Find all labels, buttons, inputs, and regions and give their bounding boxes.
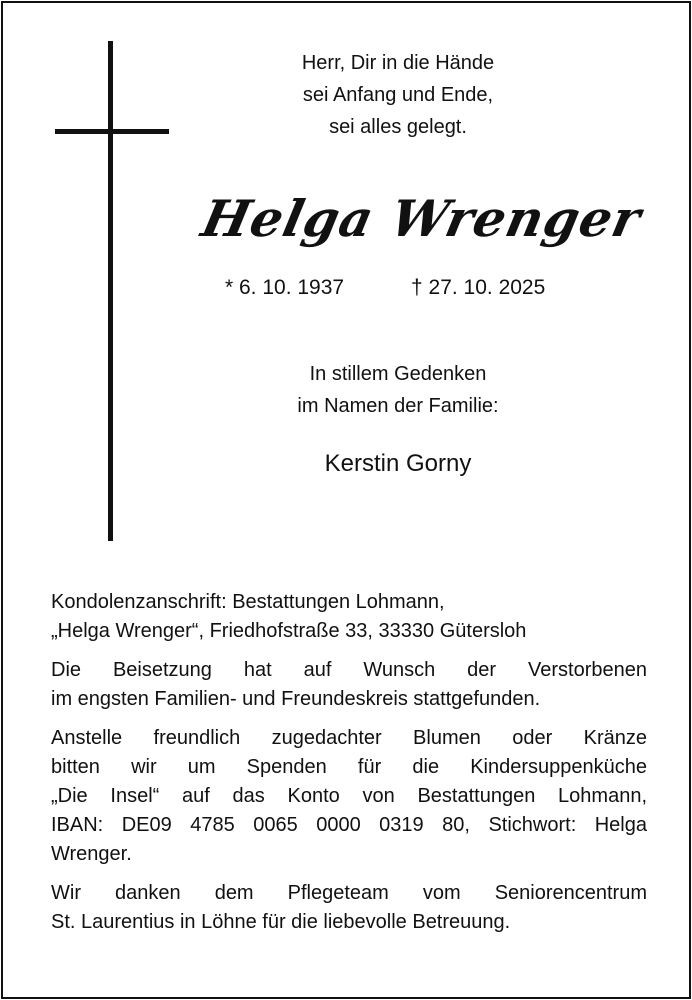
paragraph-line: St. Laurentius in Löhne für die liebevolle Betreuung. <box>51 911 511 933</box>
burial-paragraph <box>51 656 647 714</box>
verse-line: sei alles gelegt. <box>329 116 467 138</box>
cross-icon-vertical-bar <box>108 41 113 541</box>
paragraph-line: Wir danken dem Pflegeteam vom Seniorencentrum <box>51 882 647 904</box>
cross-icon-horizontal-bar <box>55 129 169 134</box>
verse-line: Herr, Dir in die Hände <box>301 52 495 74</box>
paragraph-line: Wrenger. <box>51 843 132 865</box>
verse <box>223 47 573 143</box>
remembrance <box>223 358 573 422</box>
paragraph-line: „Helga Wrenger“, Friedhofstraße 33, 33330 Gütersloh <box>51 620 527 642</box>
thanks-paragraph <box>51 879 647 937</box>
donation-paragraph <box>51 724 647 869</box>
remembrance-line: In stillem Gedenken <box>309 363 487 385</box>
paragraph-line: Anstelle freundlich zugedachter Blumen oder Kränze <box>51 727 647 749</box>
obituary-notice <box>1 1 691 999</box>
condolence-address-paragraph <box>51 588 647 646</box>
death-date: † 27. 10. 2025 <box>411 276 546 299</box>
paragraph-line: „Die Insel“ auf das Konto von Bestattungen Lohmann, <box>51 785 647 807</box>
verse-line: sei Anfang und Ende, <box>302 84 494 106</box>
notice-body <box>51 588 647 947</box>
remembrance-line: im Namen der Familie: <box>297 395 499 417</box>
paragraph-line: bitten wir um Spenden für die Kindersuppenküche <box>51 756 647 778</box>
paragraph-line: im engsten Familien- und Freundeskreis stattgefunden. <box>51 688 541 710</box>
signatory-name: Kerstin Gorny <box>324 450 472 477</box>
paragraph-line: Die Beisetzung hat auf Wunsch der Verstorbenen <box>51 659 647 681</box>
paragraph-line: IBAN: DE09 4785 0065 0000 0319 80, Stichwort: Helga <box>51 814 647 836</box>
paragraph-line: Kondolenzanschrift: Bestattungen Lohmann, <box>51 591 445 613</box>
birth-date: * 6. 10. 1937 <box>225 276 345 299</box>
deceased-name: Helga Wrenger <box>196 189 647 248</box>
